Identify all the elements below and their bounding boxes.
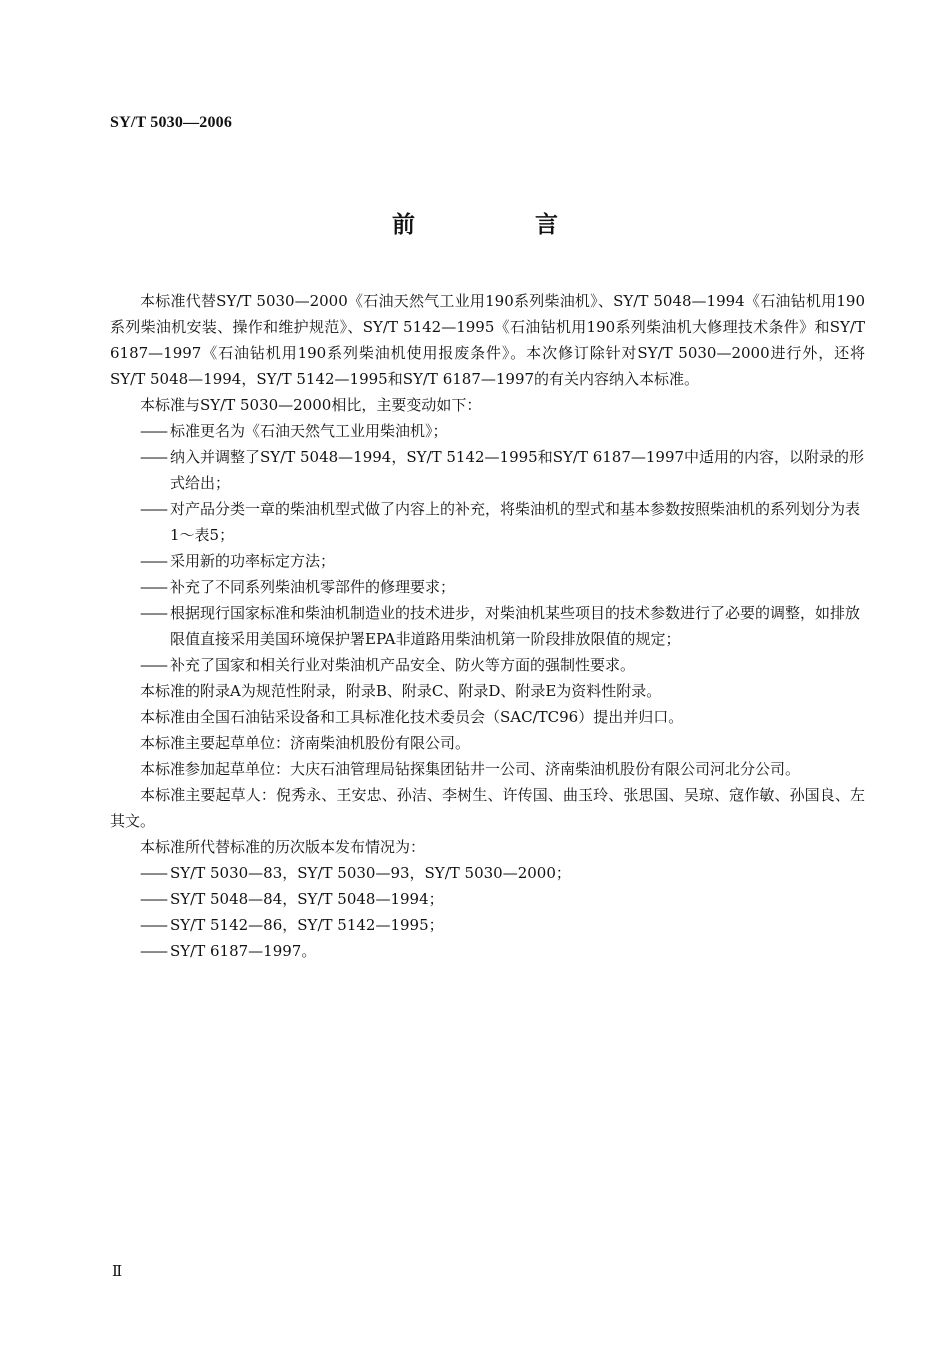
paragraph-appendix: 本标准的附录A为规范性附录，附录B、附录C、附录D、附录E为资料性附录。 — [140, 682, 662, 700]
dash-marker: —— — [140, 500, 166, 518]
history-item — [110, 912, 865, 938]
dash-marker: —— — [140, 864, 166, 882]
paragraph-replace: 本标准代替SY/T 5030—2000《石油天然气工业用190系列柴油机》、SY/T 5048—1994《石油钻机用190系列柴油机安装、操作和维护规范》、SY/T 5142—1995《石油钻机用190系列柴油机大修理技术条件》和SY/T 6187—1997《石油钻机用190系列柴油机使用报废条件》。本次修订除针对SY/T 5030—2000进行外，还将SY/T 5048—1994，SY/T 5142—1995和SY/T 6187—1997的有关内容纳入本标准。 — [110, 292, 865, 388]
change-item — [110, 418, 865, 444]
change-item — [110, 574, 865, 600]
history-item-text: SY/T 5048—84，SY/T 5048—1994； — [170, 890, 444, 908]
change-item — [110, 444, 865, 496]
paragraph-history-intro: 本标准所代替标准的历次版本发布情况为： — [140, 838, 426, 856]
change-item-text: 标准更名为《石油天然气工业用柴油机》； — [170, 422, 448, 440]
history-item-text: SY/T 6187—1997。 — [170, 942, 317, 960]
dash-marker: —— — [140, 656, 166, 674]
dash-marker: —— — [140, 422, 166, 440]
paragraph-main-drafters: 本标准主要起草人：倪秀永、王安忠、孙洁、李树生、许传国、曲玉玲、张思国、吴琼、寇作敏、孙国良、左其文。 — [110, 786, 865, 830]
change-item — [110, 496, 865, 548]
paragraph-main-drafter-unit: 本标准主要起草单位：济南柴油机股份有限公司。 — [140, 734, 471, 752]
paragraph-participating-units: 本标准参加起草单位：大庆石油管理局钻探集团钻井一公司、济南柴油机股份有限公司河北分公司。 — [140, 760, 801, 778]
dash-marker: —— — [140, 552, 166, 570]
paragraph-proposed-by: 本标准由全国石油钻采设备和工具标准化技术委员会（SAC/TC96）提出并归口。 — [140, 708, 684, 726]
change-item-text: 根据现行国家标准和柴油机制造业的技术进步，对柴油机某些项目的技术参数进行了必要的调整，如排放限值直接采用美国环境保护署EPA非道路用柴油机第一阶段排放限值的规定； — [170, 604, 861, 648]
history-item-text: SY/T 5142—86，SY/T 5142—1995； — [170, 916, 444, 934]
history-item-text: SY/T 5030—83，SY/T 5030—93，SY/T 5030—2000； — [170, 864, 571, 882]
change-item-text: 对产品分类一章的柴油机型式做了内容上的补充，将柴油机的型式和基本参数按照柴油机的系列划分为表1～表5； — [170, 500, 861, 544]
change-item-text: 采用新的功率标定方法； — [170, 552, 336, 570]
document-body — [110, 288, 865, 964]
change-item — [110, 600, 865, 652]
history-item — [110, 938, 865, 964]
change-item-text: 补充了国家和相关行业对柴油机产品安全、防火等方面的强制性要求。 — [170, 656, 636, 674]
history-item — [110, 860, 865, 886]
change-item-text: 补充了不同系列柴油机零部件的修理要求； — [170, 578, 456, 596]
dash-marker: —— — [140, 942, 166, 960]
change-item — [110, 652, 865, 678]
dash-marker: —— — [140, 916, 166, 934]
dash-marker: —— — [140, 604, 166, 622]
dash-marker: —— — [140, 578, 166, 596]
paragraph-changes-intro: 本标准与SY/T 5030—2000相比，主要变动如下： — [140, 396, 482, 414]
change-item-text: 纳入并调整了SY/T 5048—1994，SY/T 5142—1995和SY/T 6187—1997中适用的内容，以附录的形式给出； — [170, 448, 865, 492]
page-number: Ⅱ — [112, 1264, 123, 1280]
change-item — [110, 548, 865, 574]
standard-code: SY/T 5030—2006 — [110, 114, 233, 131]
page-title: 前 言 — [391, 212, 614, 238]
history-item — [110, 886, 865, 912]
dash-marker: —— — [140, 890, 166, 908]
dash-marker: —— — [140, 448, 166, 466]
